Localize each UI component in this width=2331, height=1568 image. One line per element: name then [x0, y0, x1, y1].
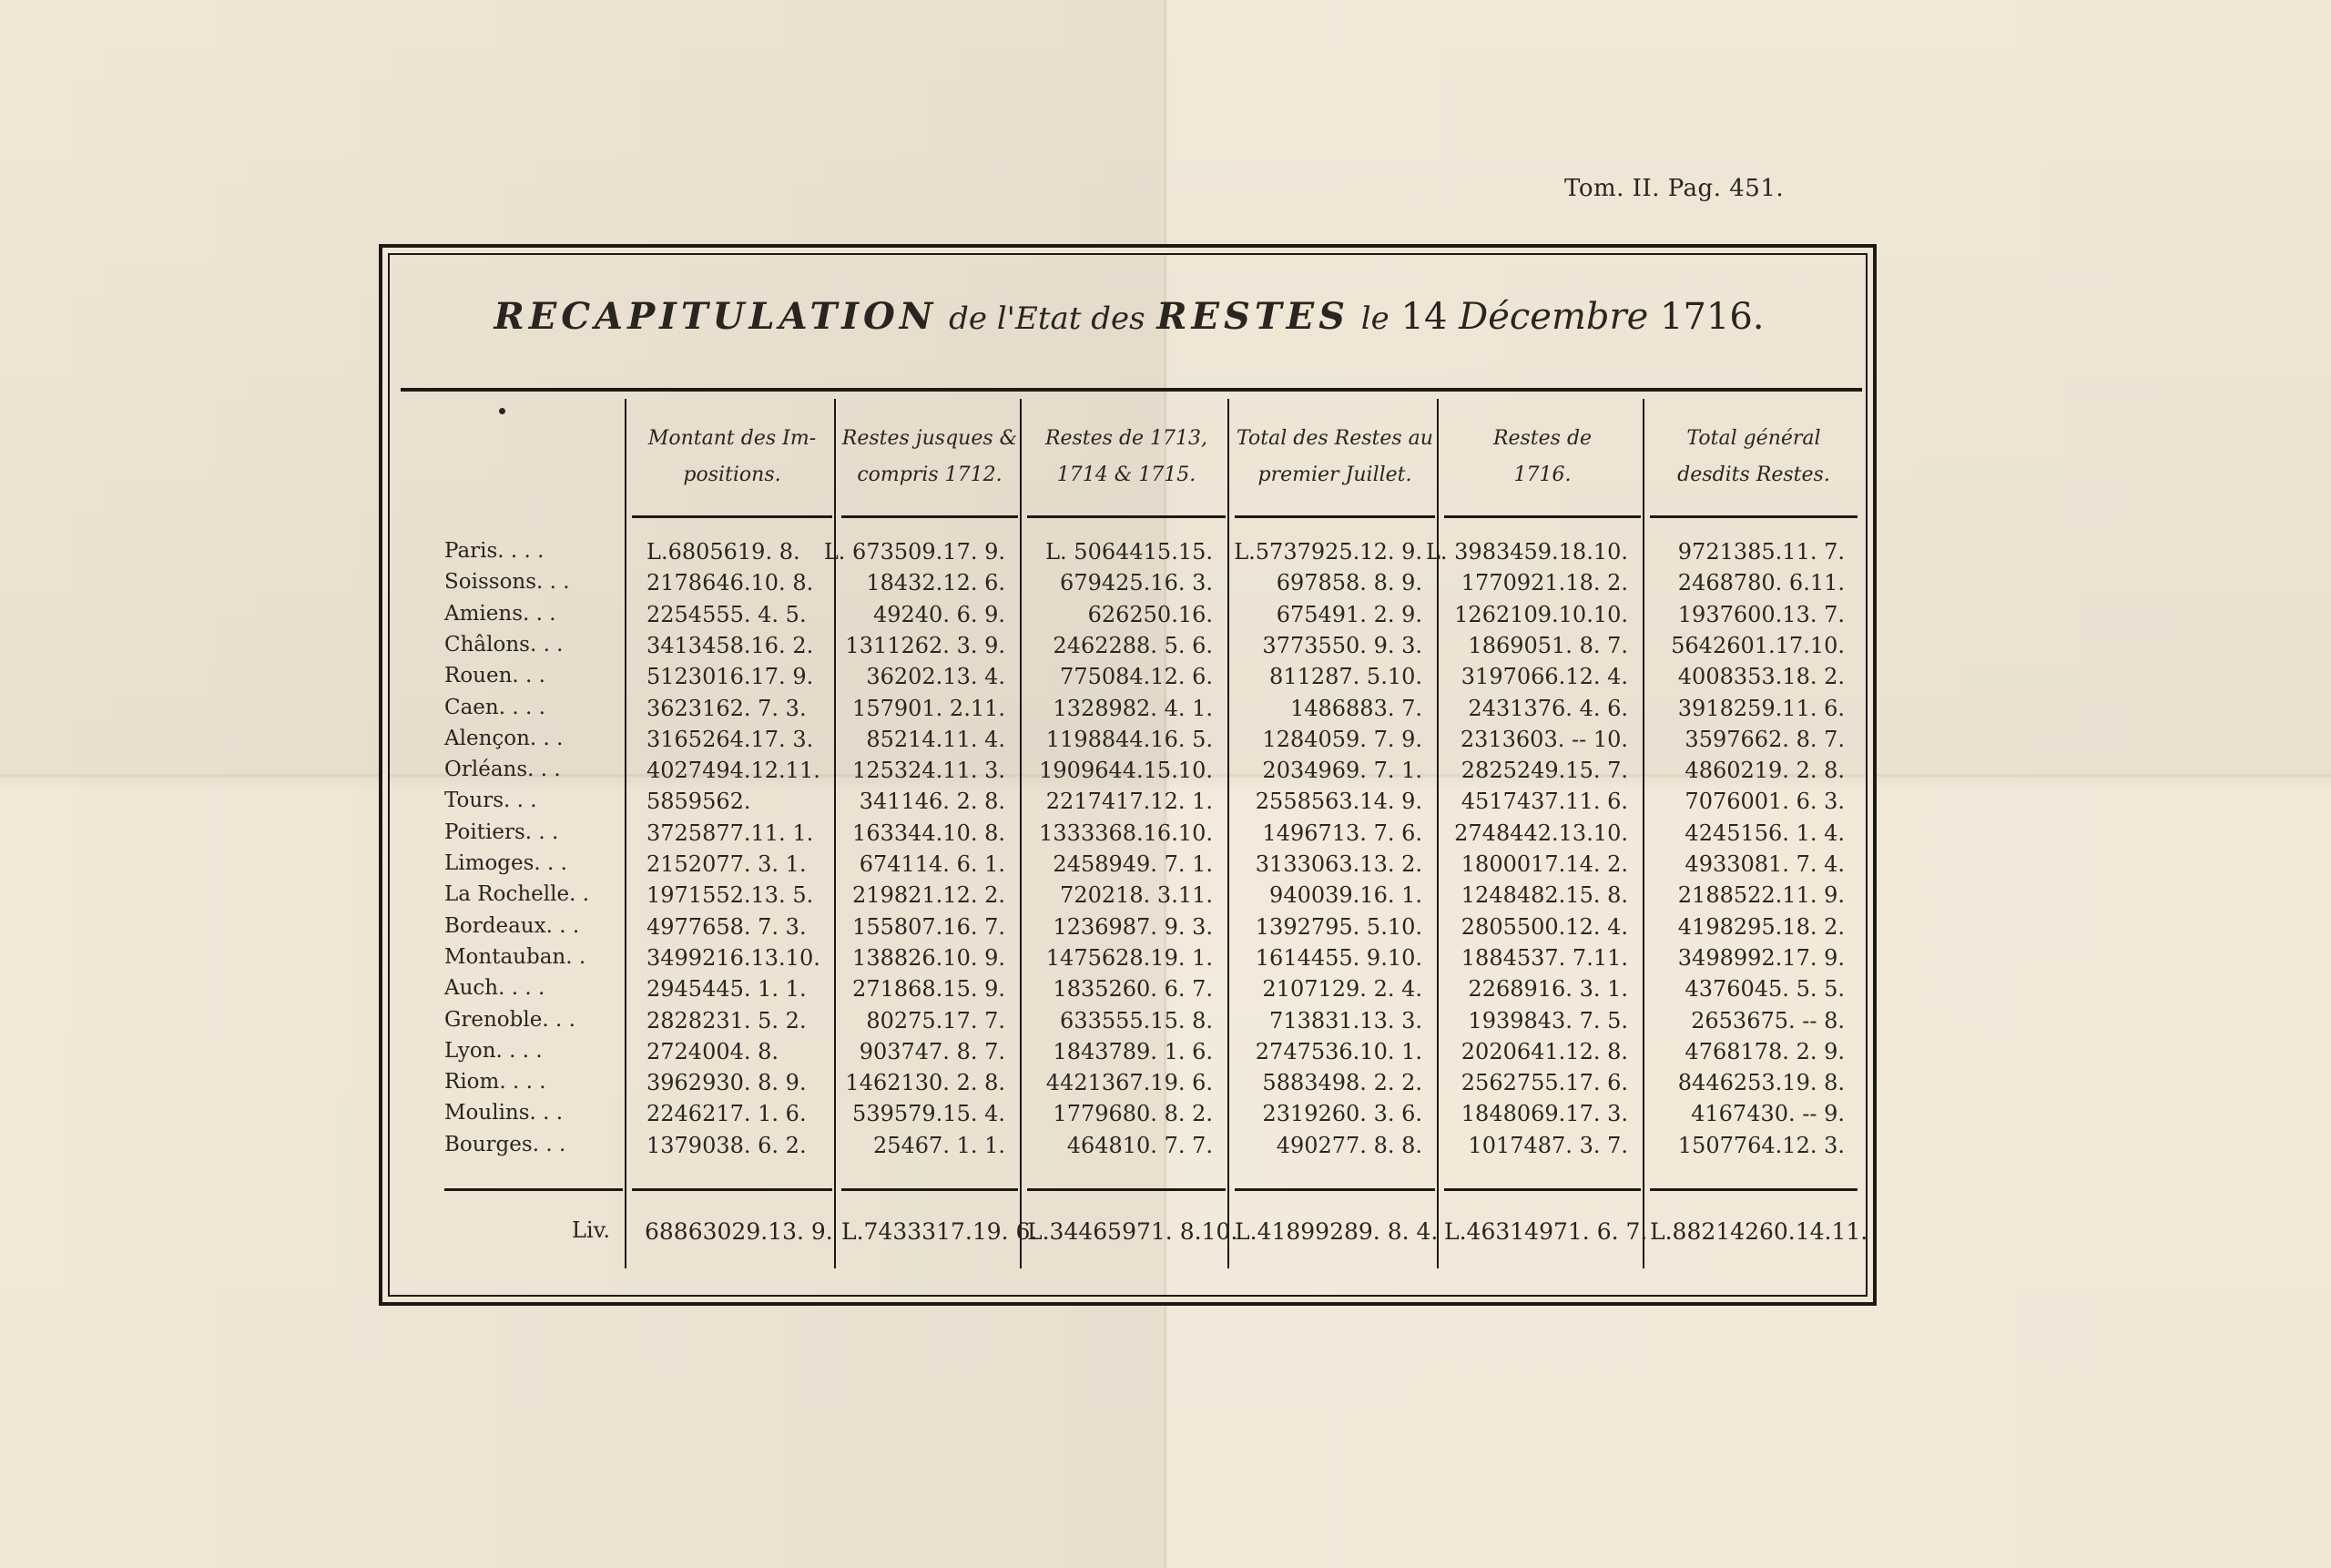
- region-label: Amiens. . .: [444, 601, 556, 626]
- table-cell: 1462130. 2. 8.: [845, 1070, 1005, 1096]
- table-cell: 4376045. 5. 5.: [1685, 976, 1845, 1003]
- table-cell: 5123016.17. 9.: [646, 664, 814, 690]
- region-label: Bordeaux. . .: [444, 913, 580, 938]
- table-cell: 4167430. -- 9.: [1691, 1101, 1845, 1127]
- title-month: Décembre: [1459, 296, 1649, 338]
- table-cell: 138826.10. 9.: [852, 944, 1005, 971]
- table-cell: 674114. 6. 1.: [859, 851, 1005, 877]
- region-label: Poitiers. . .: [444, 820, 559, 844]
- title-recapitulation: RECAPITULATION: [494, 295, 938, 338]
- total-cell: L.41899289. 8. 4.: [1235, 1218, 1439, 1245]
- table-cell: 490277. 8. 8.: [1276, 1132, 1422, 1158]
- column-header: [1650, 421, 1858, 494]
- table-cell: 1379038. 6. 2.: [646, 1132, 807, 1158]
- footer-rule: [1027, 1188, 1226, 1191]
- total-cell: L.34465971. 8.10.: [1027, 1218, 1238, 1245]
- footer-rule: [841, 1188, 1018, 1191]
- table-cell: 2653675. -- 8.: [1691, 1007, 1845, 1033]
- column-header: [841, 421, 1018, 494]
- title-year: 1716.: [1660, 296, 1765, 338]
- table-cell: 1971552.13. 5.: [646, 882, 814, 909]
- footer-rule: [1650, 1188, 1858, 1191]
- table-cell: 1284059. 7. 9.: [1262, 726, 1422, 752]
- column-header: [1444, 421, 1641, 494]
- region-label: Châlons. . .: [444, 632, 564, 657]
- table-cell: 1507764.12. 3.: [1677, 1132, 1845, 1158]
- table-cell: 1939843. 7. 5.: [1468, 1007, 1628, 1033]
- column-divider: [1643, 399, 1644, 1268]
- table-cell: 697858. 8. 9.: [1276, 570, 1422, 596]
- table-cell: 775084.12. 6.: [1060, 664, 1213, 690]
- table-cell: 157901. 2.11.: [852, 695, 1005, 721]
- table-cell: L. 3983459.18.10.: [1425, 539, 1628, 565]
- table-cell: 4933081. 7. 4.: [1685, 851, 1845, 877]
- table-cell: 2152077. 3. 1.: [646, 851, 807, 877]
- column-header-line: Restes de 1713,: [1044, 427, 1208, 450]
- footer-rule-regions: [444, 1188, 623, 1191]
- table-cell: 1937600.13. 7.: [1677, 601, 1845, 627]
- table-cell: 2462288. 5. 6.: [1053, 632, 1213, 658]
- table-cell: 4421367.19. 6.: [1045, 1070, 1213, 1096]
- table-cell: 2562755.17. 6.: [1461, 1070, 1628, 1096]
- table-cell: 1262109.10.10.: [1454, 601, 1628, 627]
- table-cell: 940039.16. 1.: [1269, 882, 1422, 909]
- title-day: 14: [1400, 296, 1448, 338]
- table-cell: 1779680. 8. 2.: [1053, 1101, 1213, 1127]
- table-cell: 4027494.12.11.: [646, 758, 820, 784]
- table-cell: 633555.15. 8.: [1060, 1007, 1213, 1033]
- title-rule: [401, 388, 1862, 392]
- table-cell: 4517437.11. 6.: [1461, 789, 1628, 815]
- column-header-line: 1714 & 1715.: [1056, 463, 1196, 486]
- header-rule: [632, 515, 832, 518]
- table-cell: 271868.15. 9.: [852, 976, 1005, 1003]
- table-cell: 2246217. 1. 6.: [646, 1101, 807, 1127]
- title-le: le: [1360, 300, 1389, 337]
- column-header-line: Montant des Im-: [647, 427, 817, 450]
- table-cell: 85214.11. 4.: [866, 726, 1005, 752]
- table-cell: 2805500.12. 4.: [1461, 913, 1628, 940]
- table-cell: L.5737925.12. 9.: [1234, 539, 1422, 565]
- table-cell: 720218. 3.11.: [1060, 882, 1213, 909]
- table-cell: 1909644.15.10.: [1039, 758, 1213, 784]
- table-cell: 2458949. 7. 1.: [1053, 851, 1213, 877]
- column-header-line: desdits Restes.: [1677, 463, 1830, 486]
- table-cell: 2020641.12. 8.: [1461, 1038, 1628, 1064]
- column-header: [632, 421, 832, 494]
- column-header-line: Total des Restes au: [1237, 427, 1433, 450]
- footer-rule: [1235, 1188, 1435, 1191]
- table-cell: 2825249.15. 7.: [1461, 758, 1628, 784]
- column-header-line: Total général: [1686, 427, 1821, 450]
- column-divider: [1437, 399, 1439, 1268]
- column-divider: [834, 399, 836, 1268]
- column-divider: [1020, 399, 1022, 1268]
- table-cell: 1835260. 6. 7.: [1053, 976, 1213, 1003]
- table-cell: 3918259.11. 6.: [1677, 695, 1845, 721]
- table-cell: 1843789. 1. 6.: [1053, 1038, 1213, 1064]
- region-label: Alençon. . .: [444, 726, 564, 750]
- region-label: Rouen. . .: [444, 664, 545, 688]
- table-cell: 903747. 8. 7.: [859, 1038, 1005, 1064]
- table-cell: 2268916. 3. 1.: [1468, 976, 1628, 1003]
- title-restes: RESTES: [1156, 295, 1350, 338]
- region-label: Grenoble. . .: [444, 1007, 575, 1032]
- total-cell: L.88214260.14.11.: [1650, 1218, 1868, 1245]
- region-label: Paris. . . .: [444, 539, 545, 563]
- column-header: [1027, 421, 1226, 494]
- table-cell: 1486883. 7.: [1289, 695, 1422, 721]
- region-label: Lyon. . . .: [444, 1038, 543, 1063]
- footer-rule: [1444, 1188, 1641, 1191]
- column-header-line: premier Juillet.: [1257, 463, 1412, 486]
- table-cell: 5859562.: [646, 789, 751, 815]
- table-cell: 3773550. 9. 3.: [1262, 632, 1422, 658]
- table-cell: L. 5064415.15.: [1045, 539, 1213, 565]
- table-cell: 1848069.17. 3.: [1461, 1101, 1628, 1127]
- region-label: Limoges. . .: [444, 851, 567, 875]
- table-cell: 1770921.18. 2.: [1461, 570, 1628, 596]
- table-cell: 25467. 1. 1.: [872, 1132, 1005, 1158]
- table-cell: 1248482.15. 8.: [1461, 882, 1628, 909]
- column-header-line: 1716.: [1513, 463, 1572, 486]
- header-rule: [1027, 515, 1226, 518]
- table-cell: 2724004. 8.: [646, 1038, 779, 1064]
- footer-rule: [632, 1188, 832, 1191]
- table-cell: 539579.15. 4.: [852, 1101, 1005, 1127]
- table-cell: 464810. 7. 7.: [1066, 1132, 1213, 1158]
- table-cell: 1884537. 7.11.: [1461, 944, 1628, 971]
- table-cell: 3499216.13.10.: [646, 944, 820, 971]
- region-label: Tours. . .: [444, 789, 537, 813]
- table-cell: 2254555. 4. 5.: [646, 601, 807, 627]
- table-cell: 1614455. 9.10.: [1255, 944, 1422, 971]
- table-cell: 125324.11. 3.: [852, 758, 1005, 784]
- table-cell: 2747536.10. 1.: [1255, 1038, 1422, 1064]
- table-cell: 1869051. 8. 7.: [1468, 632, 1628, 658]
- table-cell: 3725877.11. 1.: [646, 820, 814, 846]
- table-cell: 1496713. 7. 6.: [1262, 820, 1422, 846]
- totals-label: Liv.: [572, 1217, 610, 1243]
- table-cell: L.6805619. 8.: [646, 539, 800, 565]
- ink-dot: [499, 408, 505, 414]
- region-label: Montauban. .: [444, 944, 586, 969]
- total-cell: L.7433317.19. 6.: [841, 1218, 1038, 1245]
- table-cell: 1236987. 9. 3.: [1053, 913, 1213, 940]
- table-cell: 3165264.17. 3.: [646, 726, 814, 752]
- table-cell: 2319260. 3. 6.: [1262, 1101, 1422, 1127]
- region-label: Bourges. . .: [444, 1132, 566, 1156]
- table-cell: 4977658. 7. 3.: [646, 913, 807, 940]
- column-header-line: Restes jusques &: [841, 427, 1018, 450]
- table-cell: 2034969. 7. 1.: [1262, 758, 1422, 784]
- region-label: Soissons. . .: [444, 570, 570, 595]
- table-cell: 2313603. -- 10.: [1460, 726, 1628, 752]
- header-rule: [1444, 515, 1641, 518]
- header-rule: [841, 515, 1018, 518]
- table-cell: 713831.13. 3.: [1269, 1007, 1422, 1033]
- table-cell: 4860219. 2. 8.: [1685, 758, 1845, 784]
- table-cell: 155807.16. 7.: [852, 913, 1005, 940]
- table-cell: 4768178. 2. 9.: [1685, 1038, 1845, 1064]
- table-cell: 2217417.12. 1.: [1045, 789, 1213, 815]
- total-cell: 68863029.13. 9.: [645, 1218, 833, 1245]
- table-cell: 1198844.16. 5.: [1045, 726, 1213, 752]
- table-cell: 219821.12. 2.: [852, 882, 1005, 909]
- region-label: Orléans. . .: [444, 758, 561, 782]
- column-divider: [1227, 399, 1229, 1268]
- table-cell: 811287. 5.10.: [1269, 664, 1422, 690]
- table-cell: 626250.16.: [1087, 601, 1213, 627]
- table-cell: 80275.17. 7.: [866, 1007, 1005, 1033]
- region-label: Moulins. . .: [444, 1101, 564, 1125]
- table-cell: 679425.16. 3.: [1060, 570, 1213, 596]
- table-cell: 2828231. 5. 2.: [646, 1007, 807, 1033]
- table-cell: 2188522.11. 9.: [1677, 882, 1845, 909]
- table-cell: 36202.13. 4.: [866, 664, 1005, 690]
- table-cell: 2558563.14. 9.: [1255, 789, 1422, 815]
- column-header-line: compris 1712.: [857, 463, 1003, 486]
- table-cell: 3597662. 8. 7.: [1685, 726, 1845, 752]
- table-cell: 341146. 2. 8.: [859, 789, 1005, 815]
- table-cell: 4245156. 1. 4.: [1685, 820, 1845, 846]
- table-cell: 675491. 2. 9.: [1276, 601, 1422, 627]
- table-cell: 2107129. 2. 4.: [1262, 976, 1422, 1003]
- table-cell: 8446253.19. 8.: [1677, 1070, 1845, 1096]
- table-cell: 2178646.10. 8.: [646, 570, 814, 596]
- table-cell: 3623162. 7. 3.: [646, 695, 807, 721]
- table-cell: 1017487. 3. 7.: [1468, 1132, 1628, 1158]
- table-title: [401, 295, 1858, 338]
- title-connector: de l'Etat des: [949, 300, 1145, 337]
- table-cell: L. 673509.17. 9.: [823, 539, 1005, 565]
- table-cell: 7076001. 6. 3.: [1685, 789, 1845, 815]
- table-cell: 3133063.13. 2.: [1255, 851, 1422, 877]
- table-cell: 5883498. 2. 2.: [1262, 1070, 1422, 1096]
- table-cell: 1800017.14. 2.: [1461, 851, 1628, 877]
- table-cell: 49240. 6. 9.: [872, 601, 1005, 627]
- table-cell: 163344.10. 8.: [852, 820, 1005, 846]
- table-cell: 4008353.18. 2.: [1677, 664, 1845, 690]
- page-reference: Tom. II. Pag. 451.: [1564, 175, 1785, 202]
- table-cell: 2748442.13.10.: [1454, 820, 1628, 846]
- table-cell: 1475628.19. 1.: [1045, 944, 1213, 971]
- region-label: Caen. . . .: [444, 695, 545, 719]
- table-cell: 4198295.18. 2.: [1677, 913, 1845, 940]
- column-header-line: Restes de: [1492, 427, 1593, 450]
- region-label: Riom. . . .: [444, 1070, 546, 1095]
- table-cell: 2431376. 4. 6.: [1468, 695, 1628, 721]
- header-rule: [1235, 515, 1435, 518]
- table-cell: 2468780. 6.11.: [1677, 570, 1845, 596]
- table-cell: 1392795. 5.10.: [1255, 913, 1422, 940]
- header-rule: [1650, 515, 1858, 518]
- table-cell: 1333368.16.10.: [1039, 820, 1213, 846]
- column-header: [1235, 421, 1435, 494]
- table-cell: 1328982. 4. 1.: [1053, 695, 1213, 721]
- table-cell: 3962930. 8. 9.: [646, 1070, 807, 1096]
- table-cell: 3413458.16. 2.: [646, 632, 814, 658]
- table-cell: 3498992.17. 9.: [1677, 944, 1845, 971]
- total-cell: L.46314971. 6. 7.: [1444, 1218, 1648, 1245]
- table-cell: 2945445. 1. 1.: [646, 976, 807, 1003]
- column-header-line: positions.: [683, 463, 781, 486]
- table-cell: 1311262. 3. 9.: [845, 632, 1005, 658]
- table-cell: 18432.12. 6.: [866, 570, 1005, 596]
- table-cell: 3197066.12. 4.: [1461, 664, 1628, 690]
- table-cell: 9721385.11. 7.: [1677, 539, 1845, 565]
- table-cell: 5642601.17.10.: [1671, 632, 1845, 658]
- region-label: La Rochelle. .: [444, 882, 590, 907]
- region-label: Auch. . . .: [444, 976, 545, 1001]
